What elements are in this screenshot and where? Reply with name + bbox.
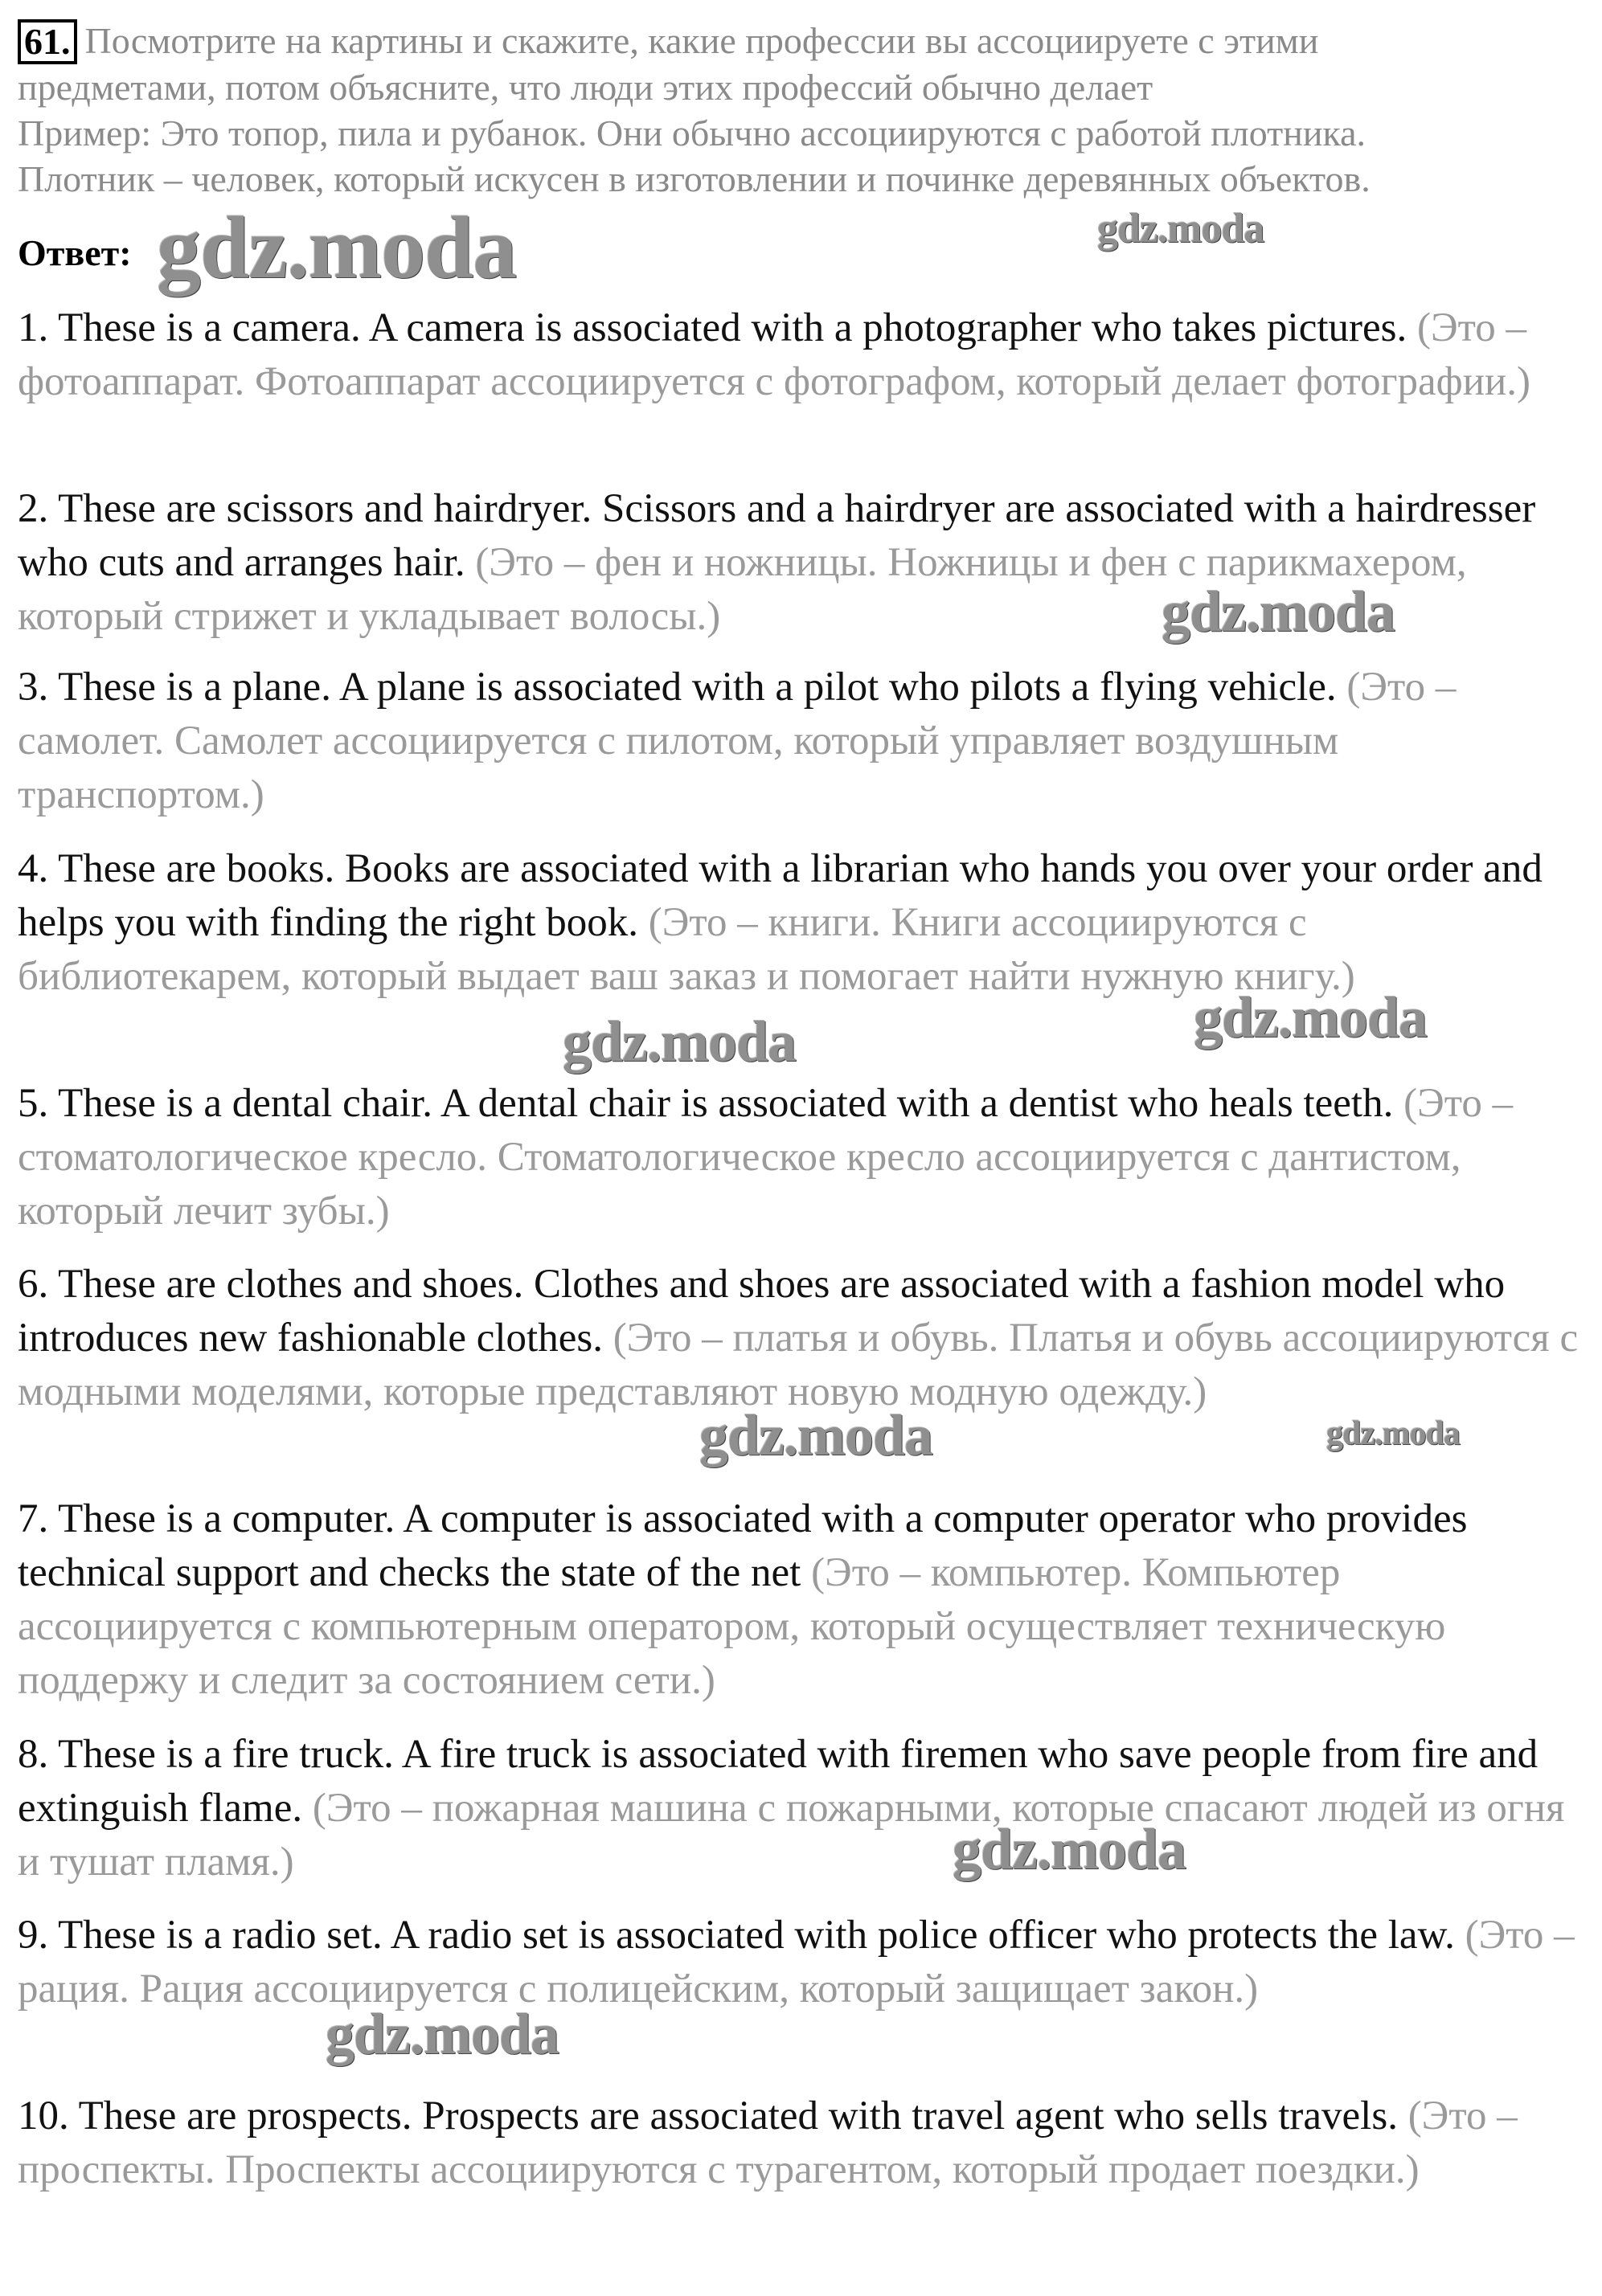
- answer-english: 2. These are scissors and hairdryer. Scissors and a hairdryer are associated with a hairdresser who cuts and arranges hair.: [18, 486, 1536, 585]
- answer-russian: (Это – компьютер. Компьютер ассоциируется с компьютерным оператором, который осуществляет техническую поддержу и следит за состоянием сети.): [18, 1550, 1446, 1703]
- answer-item: [18, 1909, 1585, 2016]
- answer-russian: (Это – самолет. Самолет ассоциируется с пилотом, который управляет воздушным транспортом.): [18, 665, 1457, 817]
- answer-english: 6. These are clothes and shoes. Clothes and shoes are associated with a fashion model who introduces new fashionable clothes.: [18, 1262, 1506, 1361]
- answer-english: 10. These are prospects. Prospects are associated with travel agent who sells travels.: [18, 2093, 1398, 2138]
- answer-item: [18, 1077, 1585, 1238]
- task-line-4: Плотник – человек, который искусен в изготовлении и починке деревянных объектов.: [18, 158, 1371, 199]
- task-number: 61.: [18, 19, 77, 64]
- answer-russian: (Это – платья и обувь. Платья и обувь ассоциируются с модными моделями, которые представляют новую модную одежду.): [18, 1316, 1579, 1414]
- answer-russian: (Это – книги. Книги ассоциируются с библиотекарем, который выдает ваш заказ и помогает найти нужную книгу.): [18, 900, 1355, 999]
- answer-english: 8. These is a fire truck. A fire truck is associated with firemen who save people from fire and extinguish flame.: [18, 1732, 1538, 1831]
- watermark: gdz.moda: [1162, 579, 1395, 644]
- answer-english: 1. These is a camera. A camera is associated with a photographer who takes pictures.: [18, 305, 1407, 350]
- answer-russian: (Это – фен и ножницы. Ножницы и фен с парикмахером, который стрижет и укладывает волосы.): [18, 540, 1467, 639]
- answer-item: [18, 301, 1585, 409]
- watermark: gdz.moda: [1194, 985, 1428, 1050]
- answer-english: 5. These is a dental chair. A dental chair is associated with a dentist who heals teeth.: [18, 1081, 1394, 1126]
- answer-russian: (Это – проспекты. Проспекты ассоциируются с турагентом, который продает поездки.): [18, 2093, 1518, 2192]
- task-line-2: предметами, потом объясните, что люди этих профессий обычно делает: [18, 67, 1153, 108]
- watermark: gdz.moda: [563, 1009, 797, 1074]
- task-header: [18, 18, 1585, 202]
- answer-russian: (Это – пожарная машина с пожарными, которые спасают людей из огня и тушат пламя.): [18, 1786, 1565, 1885]
- watermark: gdz.moda: [1097, 206, 1264, 252]
- watermark: gdz.moda: [953, 1817, 1186, 1881]
- answer-item: [18, 2089, 1585, 2197]
- watermark: gdz.moda: [157, 198, 517, 297]
- answer-label: Ответ:: [18, 232, 132, 273]
- answer-item: [18, 1492, 1585, 1708]
- answer-russian: (Это – стоматологическое кресло. Стоматологическое кресло ассоциируется с дантистом, который лечит зубы.): [18, 1081, 1514, 1234]
- answer-item: [18, 842, 1585, 1004]
- watermark: gdz.moda: [1326, 1415, 1460, 1452]
- answer-english: 3. These is a plane. A plane is associated with a pilot who pilots a flying vehicle.: [18, 665, 1337, 710]
- task-line-1: 61. Посмотрите на картины и скажите, какие профессии вы ассоциируете с этими: [18, 18, 1585, 64]
- answer-russian: (Это – рация. Рация ассоциируется с полицейским, который защищает закон.): [18, 1913, 1575, 2012]
- watermark: gdz.moda: [326, 2002, 559, 2066]
- answer-item: [18, 661, 1585, 822]
- answer-russian: (Это – фотоаппарат. Фотоаппарат ассоциируется с фотографом, который делает фотографии.): [18, 305, 1531, 404]
- answer-item: [18, 1728, 1585, 1889]
- watermark: gdz.moda: [699, 1403, 933, 1467]
- answer-english: 9. These is a radio set. A radio set is associated with police officer who protects the law.: [18, 1913, 1455, 1958]
- answer-item: [18, 1258, 1585, 1419]
- answer-english: 4. These are books. Books are associated with a librarian who hands you over your order and helps you with finding the right book.: [18, 846, 1543, 945]
- answer-english: 7. These is a computer. A computer is associated with a computer operator who provides technical support and checks the state of the net: [18, 1496, 1468, 1595]
- task-line-3: Пример: Это топор, пила и рубанок. Они обычно ассоциируются с работой плотника.: [18, 113, 1366, 153]
